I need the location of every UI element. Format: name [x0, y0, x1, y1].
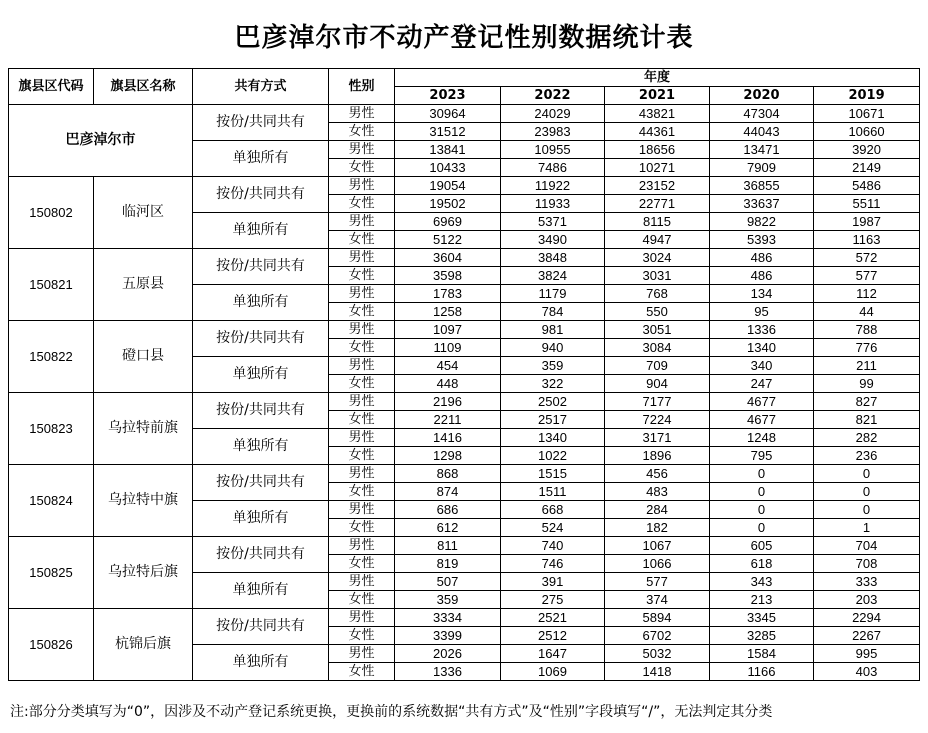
value-cell: 507	[395, 573, 501, 591]
value-cell: 981	[501, 321, 605, 339]
value-cell: 454	[395, 357, 501, 375]
value-cell: 2026	[395, 645, 501, 663]
value-cell: 284	[605, 501, 710, 519]
value-cell: 708	[814, 555, 920, 573]
value-cell: 2196	[395, 393, 501, 411]
value-cell: 1340	[501, 429, 605, 447]
value-cell: 1248	[710, 429, 814, 447]
region-name-cell: 乌拉特后旗	[94, 537, 193, 609]
ownership-cell: 单独所有	[193, 645, 329, 681]
gender-cell: 男性	[329, 537, 395, 555]
value-cell: 0	[710, 501, 814, 519]
gender-cell: 女性	[329, 447, 395, 465]
ownership-cell: 按份/共同共有	[193, 465, 329, 501]
value-cell: 3031	[605, 267, 710, 285]
value-cell: 1336	[710, 321, 814, 339]
value-cell: 1418	[605, 663, 710, 681]
value-cell: 1179	[501, 285, 605, 303]
ownership-cell: 按份/共同共有	[193, 609, 329, 645]
value-cell: 340	[710, 357, 814, 375]
gender-cell: 男性	[329, 465, 395, 483]
value-cell: 1340	[710, 339, 814, 357]
gender-cell: 男性	[329, 321, 395, 339]
gender-cell: 男性	[329, 573, 395, 591]
value-cell: 1584	[710, 645, 814, 663]
gender-cell: 女性	[329, 663, 395, 681]
value-cell: 795	[710, 447, 814, 465]
table-row	[9, 537, 920, 555]
region-code-cell: 150802	[9, 177, 94, 249]
value-cell: 740	[501, 537, 605, 555]
value-cell: 5032	[605, 645, 710, 663]
value-cell: 10660	[814, 123, 920, 141]
value-cell: 776	[814, 339, 920, 357]
table-row	[9, 393, 920, 411]
value-cell: 3024	[605, 249, 710, 267]
value-cell: 2521	[501, 609, 605, 627]
value-cell: 1298	[395, 447, 501, 465]
footnote: 注:部分分类填写为“0”，因涉及不动产登记系统更换，更换前的系统数据“共有方式”及“性别”字段填写“/”，无法判定其分类	[10, 704, 773, 720]
value-cell: 236	[814, 447, 920, 465]
value-cell: 612	[395, 519, 501, 537]
value-cell: 8115	[605, 213, 710, 231]
ownership-cell: 单独所有	[193, 357, 329, 393]
gender-cell: 男性	[329, 249, 395, 267]
value-cell: 247	[710, 375, 814, 393]
table-row	[9, 609, 920, 627]
value-cell: 3920	[814, 141, 920, 159]
gender-cell: 女性	[329, 483, 395, 501]
value-cell: 31512	[395, 123, 501, 141]
value-cell: 44361	[605, 123, 710, 141]
value-cell: 1	[814, 519, 920, 537]
value-cell: 2502	[501, 393, 605, 411]
value-cell: 0	[710, 519, 814, 537]
header-year: 2021	[605, 87, 710, 105]
region-code-cell: 150824	[9, 465, 94, 537]
value-cell: 4677	[710, 393, 814, 411]
value-cell: 3604	[395, 249, 501, 267]
value-cell: 391	[501, 573, 605, 591]
value-cell: 550	[605, 303, 710, 321]
value-cell: 524	[501, 519, 605, 537]
header-ownership: 共有方式	[193, 69, 329, 105]
value-cell: 333	[814, 573, 920, 591]
value-cell: 995	[814, 645, 920, 663]
value-cell: 1515	[501, 465, 605, 483]
ownership-cell: 单独所有	[193, 141, 329, 177]
gender-cell: 女性	[329, 375, 395, 393]
value-cell: 134	[710, 285, 814, 303]
gender-cell: 男性	[329, 501, 395, 519]
ownership-cell: 单独所有	[193, 573, 329, 609]
header-year: 2022	[501, 87, 605, 105]
ownership-cell: 按份/共同共有	[193, 177, 329, 213]
value-cell: 827	[814, 393, 920, 411]
ownership-cell: 单独所有	[193, 501, 329, 537]
value-cell: 6969	[395, 213, 501, 231]
header-year: 2019	[814, 87, 920, 105]
value-cell: 486	[710, 267, 814, 285]
gender-cell: 女性	[329, 339, 395, 357]
value-cell: 486	[710, 249, 814, 267]
value-cell: 686	[395, 501, 501, 519]
ownership-cell: 单独所有	[193, 429, 329, 465]
gender-cell: 男性	[329, 141, 395, 159]
value-cell: 3084	[605, 339, 710, 357]
ownership-cell: 按份/共同共有	[193, 393, 329, 429]
table-row	[9, 105, 920, 123]
gender-cell: 男性	[329, 393, 395, 411]
value-cell: 1109	[395, 339, 501, 357]
value-cell: 403	[814, 663, 920, 681]
value-cell: 1987	[814, 213, 920, 231]
value-cell: 13841	[395, 141, 501, 159]
region-name-cell: 临河区	[94, 177, 193, 249]
value-cell: 24029	[501, 105, 605, 123]
gender-cell: 男性	[329, 285, 395, 303]
header-name: 旗县区名称	[94, 69, 193, 105]
value-cell: 1896	[605, 447, 710, 465]
value-cell: 2149	[814, 159, 920, 177]
value-cell: 1166	[710, 663, 814, 681]
value-cell: 11922	[501, 177, 605, 195]
value-cell: 0	[710, 465, 814, 483]
value-cell: 3598	[395, 267, 501, 285]
table-row	[9, 249, 920, 267]
value-cell: 1022	[501, 447, 605, 465]
value-cell: 3490	[501, 231, 605, 249]
gender-cell: 男性	[329, 429, 395, 447]
value-cell: 868	[395, 465, 501, 483]
gender-cell: 男性	[329, 357, 395, 375]
value-cell: 211	[814, 357, 920, 375]
gender-cell: 女性	[329, 159, 395, 177]
value-cell: 709	[605, 357, 710, 375]
page-title: 巴彦淖尔市不动产登记性别数据统计表	[234, 23, 694, 53]
value-cell: 874	[395, 483, 501, 501]
value-cell: 19054	[395, 177, 501, 195]
value-cell: 10433	[395, 159, 501, 177]
value-cell: 7486	[501, 159, 605, 177]
table-body	[9, 105, 920, 681]
region-code-cell: 150826	[9, 609, 94, 681]
gender-cell: 男性	[329, 645, 395, 663]
value-cell: 359	[395, 591, 501, 609]
value-cell: 30964	[395, 105, 501, 123]
value-cell: 99	[814, 375, 920, 393]
value-cell: 10671	[814, 105, 920, 123]
value-cell: 3345	[710, 609, 814, 627]
value-cell: 618	[710, 555, 814, 573]
value-cell: 19502	[395, 195, 501, 213]
value-cell: 0	[710, 483, 814, 501]
value-cell: 5393	[710, 231, 814, 249]
value-cell: 44	[814, 303, 920, 321]
value-cell: 577	[814, 267, 920, 285]
value-cell: 43821	[605, 105, 710, 123]
value-cell: 1066	[605, 555, 710, 573]
value-cell: 2211	[395, 411, 501, 429]
value-cell: 819	[395, 555, 501, 573]
value-cell: 18656	[605, 141, 710, 159]
value-cell: 940	[501, 339, 605, 357]
value-cell: 746	[501, 555, 605, 573]
value-cell: 5486	[814, 177, 920, 195]
value-cell: 572	[814, 249, 920, 267]
value-cell: 811	[395, 537, 501, 555]
value-cell: 904	[605, 375, 710, 393]
statistics-table	[8, 68, 920, 681]
gender-cell: 女性	[329, 303, 395, 321]
header-year: 2023	[395, 87, 501, 105]
value-cell: 203	[814, 591, 920, 609]
gender-cell: 女性	[329, 627, 395, 645]
value-cell: 182	[605, 519, 710, 537]
value-cell: 23983	[501, 123, 605, 141]
region-code-cell: 150823	[9, 393, 94, 465]
value-cell: 1163	[814, 231, 920, 249]
value-cell: 23152	[605, 177, 710, 195]
header-year-group: 年度	[395, 69, 920, 87]
value-cell: 10271	[605, 159, 710, 177]
value-cell: 7177	[605, 393, 710, 411]
value-cell: 282	[814, 429, 920, 447]
region-name-cell: 磴口县	[94, 321, 193, 393]
ownership-cell: 单独所有	[193, 213, 329, 249]
value-cell: 1336	[395, 663, 501, 681]
value-cell: 1647	[501, 645, 605, 663]
value-cell: 275	[501, 591, 605, 609]
value-cell: 374	[605, 591, 710, 609]
header-gender: 性别	[329, 69, 395, 105]
ownership-cell: 按份/共同共有	[193, 321, 329, 357]
gender-cell: 女性	[329, 231, 395, 249]
value-cell: 1416	[395, 429, 501, 447]
region-name-cell: 乌拉特中旗	[94, 465, 193, 537]
region-name-cell: 乌拉特前旗	[94, 393, 193, 465]
table-header	[9, 69, 920, 105]
value-cell: 7224	[605, 411, 710, 429]
gender-cell: 女性	[329, 591, 395, 609]
value-cell: 343	[710, 573, 814, 591]
value-cell: 0	[814, 501, 920, 519]
value-cell: 5894	[605, 609, 710, 627]
value-cell: 322	[501, 375, 605, 393]
region-name-cell: 杭锦后旗	[94, 609, 193, 681]
value-cell: 577	[605, 573, 710, 591]
value-cell: 768	[605, 285, 710, 303]
value-cell: 4677	[710, 411, 814, 429]
ownership-cell: 单独所有	[193, 285, 329, 321]
region-code-cell: 150821	[9, 249, 94, 321]
value-cell: 95	[710, 303, 814, 321]
gender-cell: 男性	[329, 105, 395, 123]
value-cell: 1511	[501, 483, 605, 501]
value-cell: 3824	[501, 267, 605, 285]
ownership-cell: 按份/共同共有	[193, 105, 329, 141]
value-cell: 821	[814, 411, 920, 429]
ownership-cell: 按份/共同共有	[193, 249, 329, 285]
value-cell: 456	[605, 465, 710, 483]
value-cell: 3171	[605, 429, 710, 447]
value-cell: 22771	[605, 195, 710, 213]
value-cell: 0	[814, 483, 920, 501]
value-cell: 2517	[501, 411, 605, 429]
gender-cell: 女性	[329, 267, 395, 285]
gender-cell: 女性	[329, 195, 395, 213]
value-cell: 0	[814, 465, 920, 483]
value-cell: 3848	[501, 249, 605, 267]
value-cell: 784	[501, 303, 605, 321]
value-cell: 9822	[710, 213, 814, 231]
gender-cell: 男性	[329, 213, 395, 231]
table-row	[9, 465, 920, 483]
value-cell: 788	[814, 321, 920, 339]
region-name-cell: 巴彦淖尔市	[9, 105, 193, 177]
gender-cell: 女性	[329, 555, 395, 573]
value-cell: 7909	[710, 159, 814, 177]
value-cell: 1258	[395, 303, 501, 321]
value-cell: 359	[501, 357, 605, 375]
value-cell: 11933	[501, 195, 605, 213]
value-cell: 33637	[710, 195, 814, 213]
value-cell: 1069	[501, 663, 605, 681]
value-cell: 4947	[605, 231, 710, 249]
value-cell: 3051	[605, 321, 710, 339]
region-name-cell: 五原县	[94, 249, 193, 321]
gender-cell: 男性	[329, 609, 395, 627]
value-cell: 47304	[710, 105, 814, 123]
gender-cell: 女性	[329, 411, 395, 429]
region-code-cell: 150822	[9, 321, 94, 393]
value-cell: 1067	[605, 537, 710, 555]
value-cell: 13471	[710, 141, 814, 159]
value-cell: 704	[814, 537, 920, 555]
table-row	[9, 321, 920, 339]
gender-cell: 女性	[329, 123, 395, 141]
value-cell: 483	[605, 483, 710, 501]
value-cell: 605	[710, 537, 814, 555]
ownership-cell: 按份/共同共有	[193, 537, 329, 573]
value-cell: 668	[501, 501, 605, 519]
value-cell: 1097	[395, 321, 501, 339]
table-row	[9, 177, 920, 195]
gender-cell: 男性	[329, 177, 395, 195]
value-cell: 10955	[501, 141, 605, 159]
region-code-cell: 150825	[9, 537, 94, 609]
value-cell: 36855	[710, 177, 814, 195]
header-code: 旗县区代码	[9, 69, 94, 105]
value-cell: 213	[710, 591, 814, 609]
value-cell: 2294	[814, 609, 920, 627]
gender-cell: 女性	[329, 519, 395, 537]
header-year: 2020	[710, 87, 814, 105]
value-cell: 1783	[395, 285, 501, 303]
value-cell: 6702	[605, 627, 710, 645]
value-cell: 112	[814, 285, 920, 303]
value-cell: 2512	[501, 627, 605, 645]
value-cell: 5371	[501, 213, 605, 231]
value-cell: 3399	[395, 627, 501, 645]
value-cell: 448	[395, 375, 501, 393]
value-cell: 5511	[814, 195, 920, 213]
value-cell: 5122	[395, 231, 501, 249]
value-cell: 3285	[710, 627, 814, 645]
header-row	[9, 69, 920, 87]
value-cell: 2267	[814, 627, 920, 645]
value-cell: 44043	[710, 123, 814, 141]
value-cell: 3334	[395, 609, 501, 627]
